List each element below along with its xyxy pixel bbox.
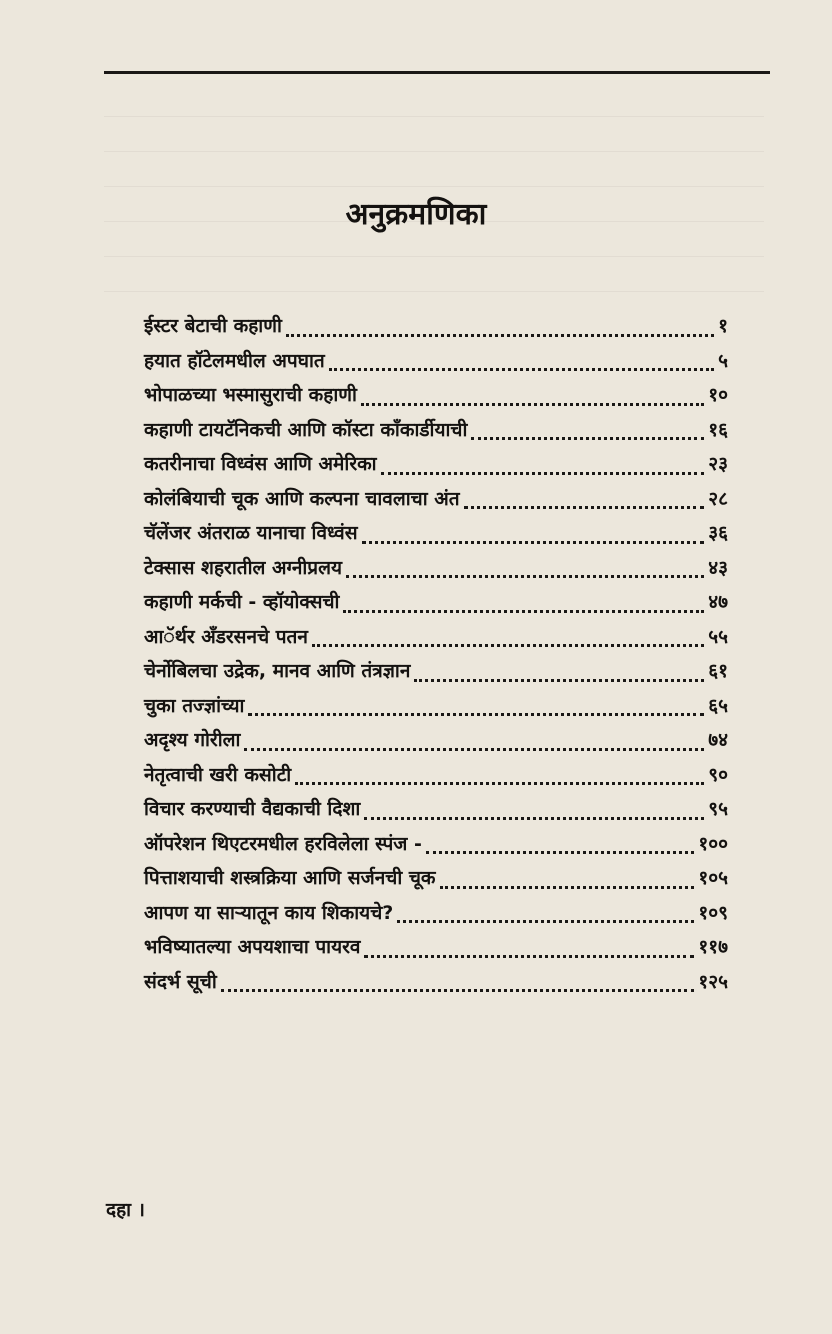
toc-entry[interactable]	[144, 899, 728, 934]
toc-entry-label: भविष्यातल्या अपयशाचा पायरव	[144, 936, 361, 958]
toc-entry[interactable]	[144, 968, 728, 1003]
toc-entry-page: १०५	[698, 867, 728, 889]
leader-dots	[244, 748, 704, 751]
toc-entry[interactable]	[144, 416, 728, 451]
leader-dots	[286, 334, 714, 337]
toc-entry[interactable]	[144, 657, 728, 692]
toc-entry[interactable]	[144, 726, 728, 761]
toc-entry[interactable]	[144, 933, 728, 968]
leader-dots	[426, 851, 694, 854]
leader-dots	[440, 886, 695, 889]
toc-entry-label: आॅर्थर अँडरसनचे पतन	[144, 625, 308, 648]
toc-entry-page: ६५	[708, 694, 728, 717]
toc-entry-label: नेतृत्वाची खरी कसोटी	[144, 763, 292, 786]
toc-entry-page: ७४	[708, 729, 728, 751]
leader-dots	[343, 610, 704, 613]
leader-dots	[364, 817, 704, 820]
leader-dots	[248, 713, 704, 716]
toc-entry[interactable]	[144, 588, 728, 623]
toc-entry[interactable]	[144, 692, 728, 727]
toc-entry-page: ४३	[708, 556, 728, 579]
leader-dots	[381, 472, 705, 475]
toc-entry[interactable]	[144, 485, 728, 520]
toc-entry[interactable]	[144, 864, 728, 899]
toc-entry[interactable]	[144, 312, 728, 347]
toc-entry-page: १००	[698, 832, 728, 855]
toc-entry-page: १६	[708, 418, 728, 441]
leader-dots	[397, 920, 694, 923]
leader-dots	[464, 506, 705, 509]
page-title: अनुक्रमणिका	[345, 197, 487, 233]
toc-entry-page: १	[718, 315, 728, 337]
toc-entry[interactable]	[144, 450, 728, 485]
toc-entry-label: भोपाळच्या भस्मासुराची कहाणी	[144, 384, 357, 406]
toc-entry-page: ९०	[708, 763, 728, 786]
toc-entry-label: कतरीनाचा विध्वंस आणि अमेरिका	[144, 453, 377, 475]
table-of-contents	[144, 312, 728, 1002]
toc-entry-page: ११७	[698, 936, 728, 958]
toc-entry-label: हयात हॉटेलमधील अपघात	[144, 349, 325, 372]
toc-entry-page: ५	[718, 349, 728, 372]
toc-entry[interactable]	[144, 554, 728, 589]
toc-entry-label: संदर्भ सूची	[144, 970, 217, 993]
toc-entry-label: कहाणी मर्कची - व्हॉयोक्सची	[144, 591, 340, 613]
leader-dots	[364, 955, 694, 958]
toc-entry-label: चॅलेंजर अंतराळ यानाचा विध्वंस	[144, 522, 358, 544]
leader-dots	[362, 541, 705, 544]
toc-entry-page: ३६	[708, 522, 728, 544]
toc-entry-page: १२५	[698, 970, 728, 993]
toc-entry-page: १०	[708, 384, 728, 406]
toc-entry-label: विचार करण्याची वैद्यकाची दिशा	[144, 798, 361, 820]
leader-dots	[221, 989, 695, 992]
toc-entry[interactable]	[144, 795, 728, 830]
leader-dots	[329, 368, 714, 371]
toc-entry-label: ईस्टर बेटाची कहाणी	[144, 315, 282, 337]
toc-entry[interactable]	[144, 347, 728, 382]
toc-entry-page: ५५	[708, 625, 728, 648]
toc-entry-label: अदृश्य गोरीला	[144, 729, 241, 751]
toc-entry-page: २३	[708, 453, 728, 475]
toc-entry-label: चुका तज्ज्ञांच्या	[144, 694, 245, 717]
leader-dots	[471, 437, 704, 440]
toc-entry-label: ऑपरेशन थिएटरमधील हरविलेला स्पंज -	[144, 832, 422, 855]
top-rule	[104, 71, 770, 74]
leader-dots	[312, 644, 704, 647]
toc-entry-page: १०९	[698, 901, 728, 924]
toc-entry[interactable]	[144, 381, 728, 416]
toc-entry-label: आपण या साऱ्यातून काय शिकायचे?	[144, 901, 394, 924]
leader-dots	[295, 782, 704, 785]
toc-entry-label: चेर्नोबिलचा उद्रेक, मानव आणि तंत्रज्ञान	[144, 660, 411, 682]
show-through-text	[104, 82, 764, 292]
toc-entry-page: २८	[708, 487, 728, 510]
toc-entry-page: ४७	[708, 591, 728, 613]
leader-dots	[361, 403, 704, 406]
toc-entry[interactable]	[144, 519, 728, 554]
toc-entry-label: कोलंबियाची चूक आणि कल्पना चावलाचा अंत	[144, 487, 460, 510]
toc-entry-label: टेक्सास शहरातील अग्नीप्रलय	[144, 556, 343, 579]
toc-entry[interactable]	[144, 830, 728, 865]
toc-entry-page: ६१	[708, 660, 728, 682]
toc-entry-page: ९५	[708, 798, 728, 820]
toc-entry-label: कहाणी टायटॅनिकची आणि कॉस्टा कॉंकार्डीयाची	[144, 418, 468, 441]
toc-entry-label: पित्ताशयाची शस्त्रक्रिया आणि सर्जनची चूक	[144, 867, 436, 889]
toc-entry[interactable]	[144, 623, 728, 658]
leader-dots	[414, 679, 704, 682]
toc-entry[interactable]	[144, 761, 728, 796]
page-footer-number: दहा ।	[106, 1199, 145, 1221]
leader-dots	[346, 575, 704, 578]
